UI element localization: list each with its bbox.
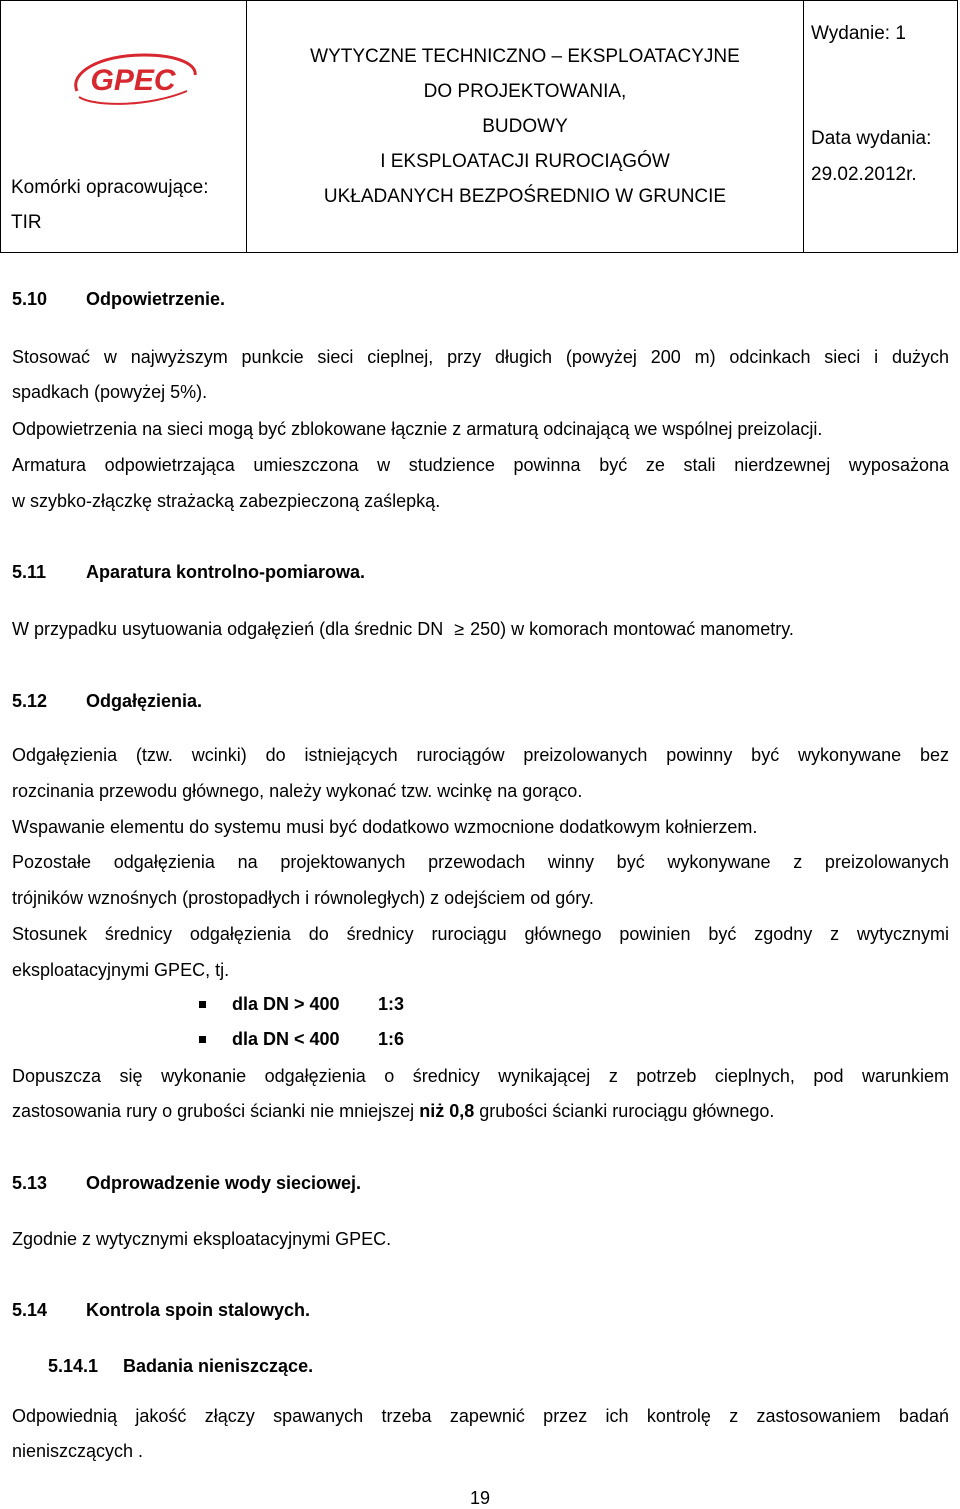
paragraph-line: spadkach (powyżej 5%). xyxy=(12,382,208,402)
bold-value: niż 0,8 xyxy=(419,1101,475,1121)
section-title: Aparatura kontrolno-pomiarowa. xyxy=(86,562,366,582)
paragraph-line: trójników wznośnych (prostopadłych i równoległych) z odejściem od góry. xyxy=(12,888,594,908)
list-item-condition: dla DN < 400 xyxy=(232,1029,340,1049)
greater-equal-symbol: ≥ xyxy=(454,619,465,639)
list-item xyxy=(232,1029,405,1050)
section-title: Odprowadzenie wody sieciowej. xyxy=(86,1173,362,1193)
bullet-square-icon xyxy=(199,1001,206,1008)
header-title-cell xyxy=(246,0,804,253)
paragraph-line xyxy=(12,1100,774,1122)
paragraph-line: nieniszczących . xyxy=(12,1441,144,1461)
section-number: 5.12 xyxy=(12,691,48,711)
section-heading-5-12 xyxy=(12,690,202,712)
paragraph-line xyxy=(12,618,794,640)
paragraph-line: Wspawanie elementu do systemu musi być dodatkowo wzmocnione dodatkowym kołnierzem. xyxy=(12,817,758,837)
svg-text:GPEC: GPEC xyxy=(90,64,176,97)
title-line: WYTYCZNE TECHNICZNO – EKSPLOATACYJNE xyxy=(310,46,740,67)
page-number: 19 xyxy=(469,1488,491,1508)
paragraph-line: Odpowietrzenia na sieci mogą być zblokowane łącznie z armaturą odcinającą we wspólnej preizolacji. xyxy=(12,419,823,439)
list-item-ratio: 1:3 xyxy=(378,994,405,1014)
paragraph-line: eksploatacyjnymi GPEC, tj. xyxy=(12,960,230,980)
paragraph-line: Zgodnie z wytycznymi eksploatacyjnymi GPEC. xyxy=(12,1229,392,1249)
title-line: I EKSPLOATACJI RUROCIĄGÓW xyxy=(380,151,670,172)
section-title: Kontrola spoin stalowych. xyxy=(86,1300,311,1320)
title-line: BUDOWY xyxy=(482,116,568,137)
paragraph-line: Dopuszcza się wykonanie odgałęzienia o średnicy wynikającej z potrzeb cieplnych, pod warunkiem xyxy=(12,1066,949,1086)
section-number: 5.14 xyxy=(12,1300,48,1320)
section-number: 5.10 xyxy=(12,289,48,309)
paragraph-line: Pozostałe odgałęzienia na projektowanych przewodach winny być wykonywane z preizolowanych xyxy=(12,852,949,872)
paragraph-line: Armatura odpowietrzająca umieszczona w studzience powinna być ze stali nierdzewnej wyposażona xyxy=(12,455,949,475)
list-item-condition: dla DN > 400 xyxy=(232,994,340,1014)
paragraph-line: Stosunek średnicy odgałęzienia do średnicy rurociągu głównego powinien być zgodny z wytycznymi xyxy=(12,924,949,944)
text-span: 250) w komorach montować manometry. xyxy=(470,619,794,639)
issue-date-label: Data wydania: xyxy=(811,128,932,149)
text-span: grubości ścianki rurociągu głównego. xyxy=(479,1101,775,1121)
title-line: UKŁADANYCH BEZPOŚREDNIO W GRUNCIE xyxy=(323,186,727,207)
section-number: 5.13 xyxy=(12,1173,48,1193)
bullet-square-icon xyxy=(199,1036,206,1043)
text-span: zastosowania rury o grubości ścianki nie mniejszej xyxy=(12,1101,415,1121)
section-title: Odpowietrzenie. xyxy=(86,289,226,309)
paragraph-line: rozcinania przewodu głównego, należy wykonać tzw. wcinkę na gorąco. xyxy=(12,781,583,801)
issue-date-value: 29.02.2012r. xyxy=(811,164,917,185)
edition-number: Wydanie: 1 xyxy=(811,23,906,44)
text-span: W przypadku usytuowania odgałęzień (dla średnic DN xyxy=(12,619,444,639)
komorki-label: Komórki opracowujące: xyxy=(11,177,209,198)
subsection-heading-5-14-1 xyxy=(48,1355,313,1377)
section-heading-5-13 xyxy=(12,1172,361,1194)
section-title: Odgałęzienia. xyxy=(86,691,203,711)
section-heading-5-14 xyxy=(12,1299,310,1321)
subsection-number: 5.14.1 xyxy=(48,1356,99,1376)
gpec-logo xyxy=(69,51,199,109)
section-heading-5-10 xyxy=(12,288,225,310)
title-line: DO PROJEKTOWANIA, xyxy=(423,81,627,102)
paragraph-line: w szybko-złączkę strażacką zabezpieczoną zaślepką. xyxy=(12,491,441,511)
list-item-ratio: 1:6 xyxy=(378,1029,405,1049)
list-item xyxy=(232,994,405,1015)
paragraph-line: Odgałęzienia (tzw. wcinki) do istniejących rurociągów preizolowanych powinny być wykonywane bez xyxy=(12,745,949,765)
paragraph-line: Odpowiednią jakość złączy spawanych trzeba zapewnić przez ich kontrolę z zastosowaniem badań xyxy=(12,1406,949,1426)
komorki-value: TIR xyxy=(11,212,42,233)
section-number: 5.11 xyxy=(12,562,47,582)
header-logo-cell xyxy=(0,0,247,253)
document-title xyxy=(247,39,803,214)
paragraph-line: Stosować w najwyższym punkcie sieci cieplnej, przy długich (powyżej 200 m) odcinkach sieci i dużych xyxy=(12,347,949,367)
header-edition-cell xyxy=(803,0,958,253)
section-heading-5-11 xyxy=(12,561,365,583)
subsection-title: Badania nieniszczące. xyxy=(123,1356,314,1376)
document-header xyxy=(0,0,958,252)
